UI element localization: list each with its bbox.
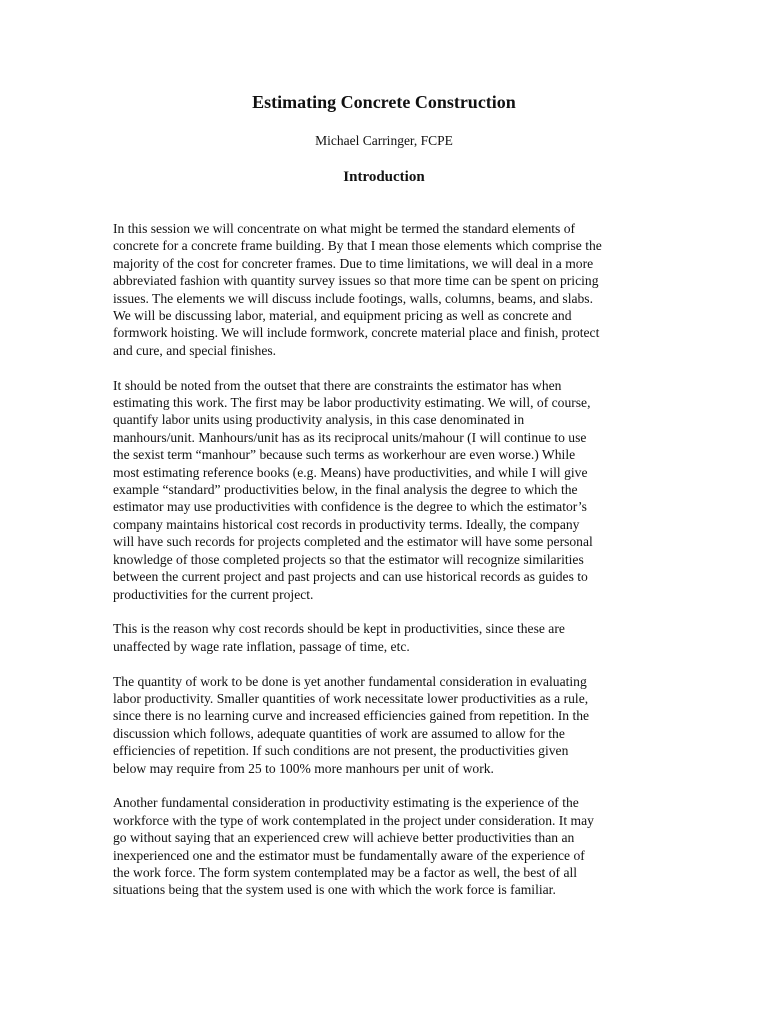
paragraph-line: estimating this work. The first may be labor productivity estimating. We will, of course, — [113, 395, 591, 411]
document-title: Estimating Concrete Construction — [252, 92, 516, 112]
paragraph-line: most estimating reference books (e.g. Means) have productivities, and while I will give — [113, 464, 588, 480]
paragraph-line: The quantity of work to be done is yet another fundamental consideration in evaluating — [113, 673, 587, 689]
paragraph-line: abbreviated fashion with quantity survey issues so that more time can be spent on pricing — [113, 273, 599, 289]
section-heading: Introduction — [343, 169, 425, 185]
paragraph-line: In this session we will concentrate on what might be termed the standard elements of — [113, 221, 576, 236]
paragraph-line: situations being that the system used is one with which the work force is familiar. — [113, 882, 556, 898]
paragraph-line: workforce with the type of work contemplated in the project under consideration. It may — [113, 812, 594, 828]
paragraph-line: manhours/unit. Manhours/unit has as its reciprocal units/mahour (I will continue to use — [113, 429, 587, 445]
paragraph — [113, 620, 673, 655]
paragraph-line: We will be discussing labor, material, and equipment pricing as well as concrete and — [113, 308, 572, 324]
paragraph-line: majority of the cost for concreter frames. Due to time limitations, we will deal in a more — [113, 255, 594, 271]
paragraph-line: Another fundamental consideration in productivity estimating is the experience of the — [113, 795, 579, 811]
paragraph-line: since there is no learning curve and increased efficiencies gained from repetition. In the — [113, 708, 590, 724]
paragraph — [113, 673, 673, 777]
paragraph — [113, 794, 673, 898]
paragraph-line: the work force. The form system contemplated may be a factor as well, the best of all — [113, 864, 578, 880]
body-text — [113, 220, 673, 916]
paragraph-line: example “standard” productivities below, in the final analysis the degree to which the — [113, 482, 578, 498]
paragraph-line: go without saying that an experienced crew will achieve better productivities than an — [113, 830, 575, 846]
paragraph-line: between the current project and past projects and can use historical records as guides to — [113, 569, 588, 585]
paragraph — [113, 377, 673, 603]
paragraph-line: inexperienced one and the estimator must be fundamentally aware of the experience of — [113, 847, 585, 863]
paragraph-line: knowledge of those completed projects so that the estimator will recognize similarities — [113, 551, 584, 567]
paragraph-line: quantify labor units using productivity analysis, in this case denominated in — [113, 412, 525, 428]
paragraph-line: discussion which follows, adequate quantities of work are assumed to allow for the — [113, 725, 565, 741]
paragraph-line: labor productivity. Smaller quantities of work necessitate lower productivities as a rule, — [113, 690, 589, 706]
paragraph-line: It should be noted from the outset that there are constraints the estimator has when — [113, 377, 562, 393]
paragraph-line: issues. The elements we will discuss include footings, walls, columns, beams, and slabs. — [113, 290, 593, 306]
paragraph-line: formwork hoisting. We will include formwork, concrete material place and finish, protect — [113, 325, 600, 341]
paragraph-line: concrete for a concrete frame building. By that I mean those elements which comprise the — [113, 238, 602, 254]
paragraph-line: company maintains historical cost records in productivity terms. Ideally, the company — [113, 516, 580, 532]
paragraph-line: estimator may use productivities with confidence is the degree to which the estimator’s — [113, 499, 587, 515]
paragraph-line: unaffected by wage rate inflation, passage of time, etc. — [113, 638, 410, 654]
paragraph-line: This is the reason why cost records should be kept in productivities, since these are — [113, 621, 565, 637]
paragraph — [113, 220, 673, 359]
paragraph-line: and cure, and special finishes. — [113, 342, 277, 358]
paragraph-line: efficiencies of repetition. If such conditions are not present, the productivities given — [113, 743, 569, 759]
paragraph-line: will have such records for projects completed and the estimator will have some personal — [113, 534, 593, 550]
paragraph-line: the sexist term “manhour” because such terms as workerhour are even worse.) While — [113, 447, 576, 463]
paragraph-line: below may require from 25 to 100% more manhours per unit of work. — [113, 760, 494, 776]
author-line: Michael Carringer, FCPE — [315, 133, 453, 148]
paragraph-line: productivities for the current project. — [113, 586, 314, 602]
